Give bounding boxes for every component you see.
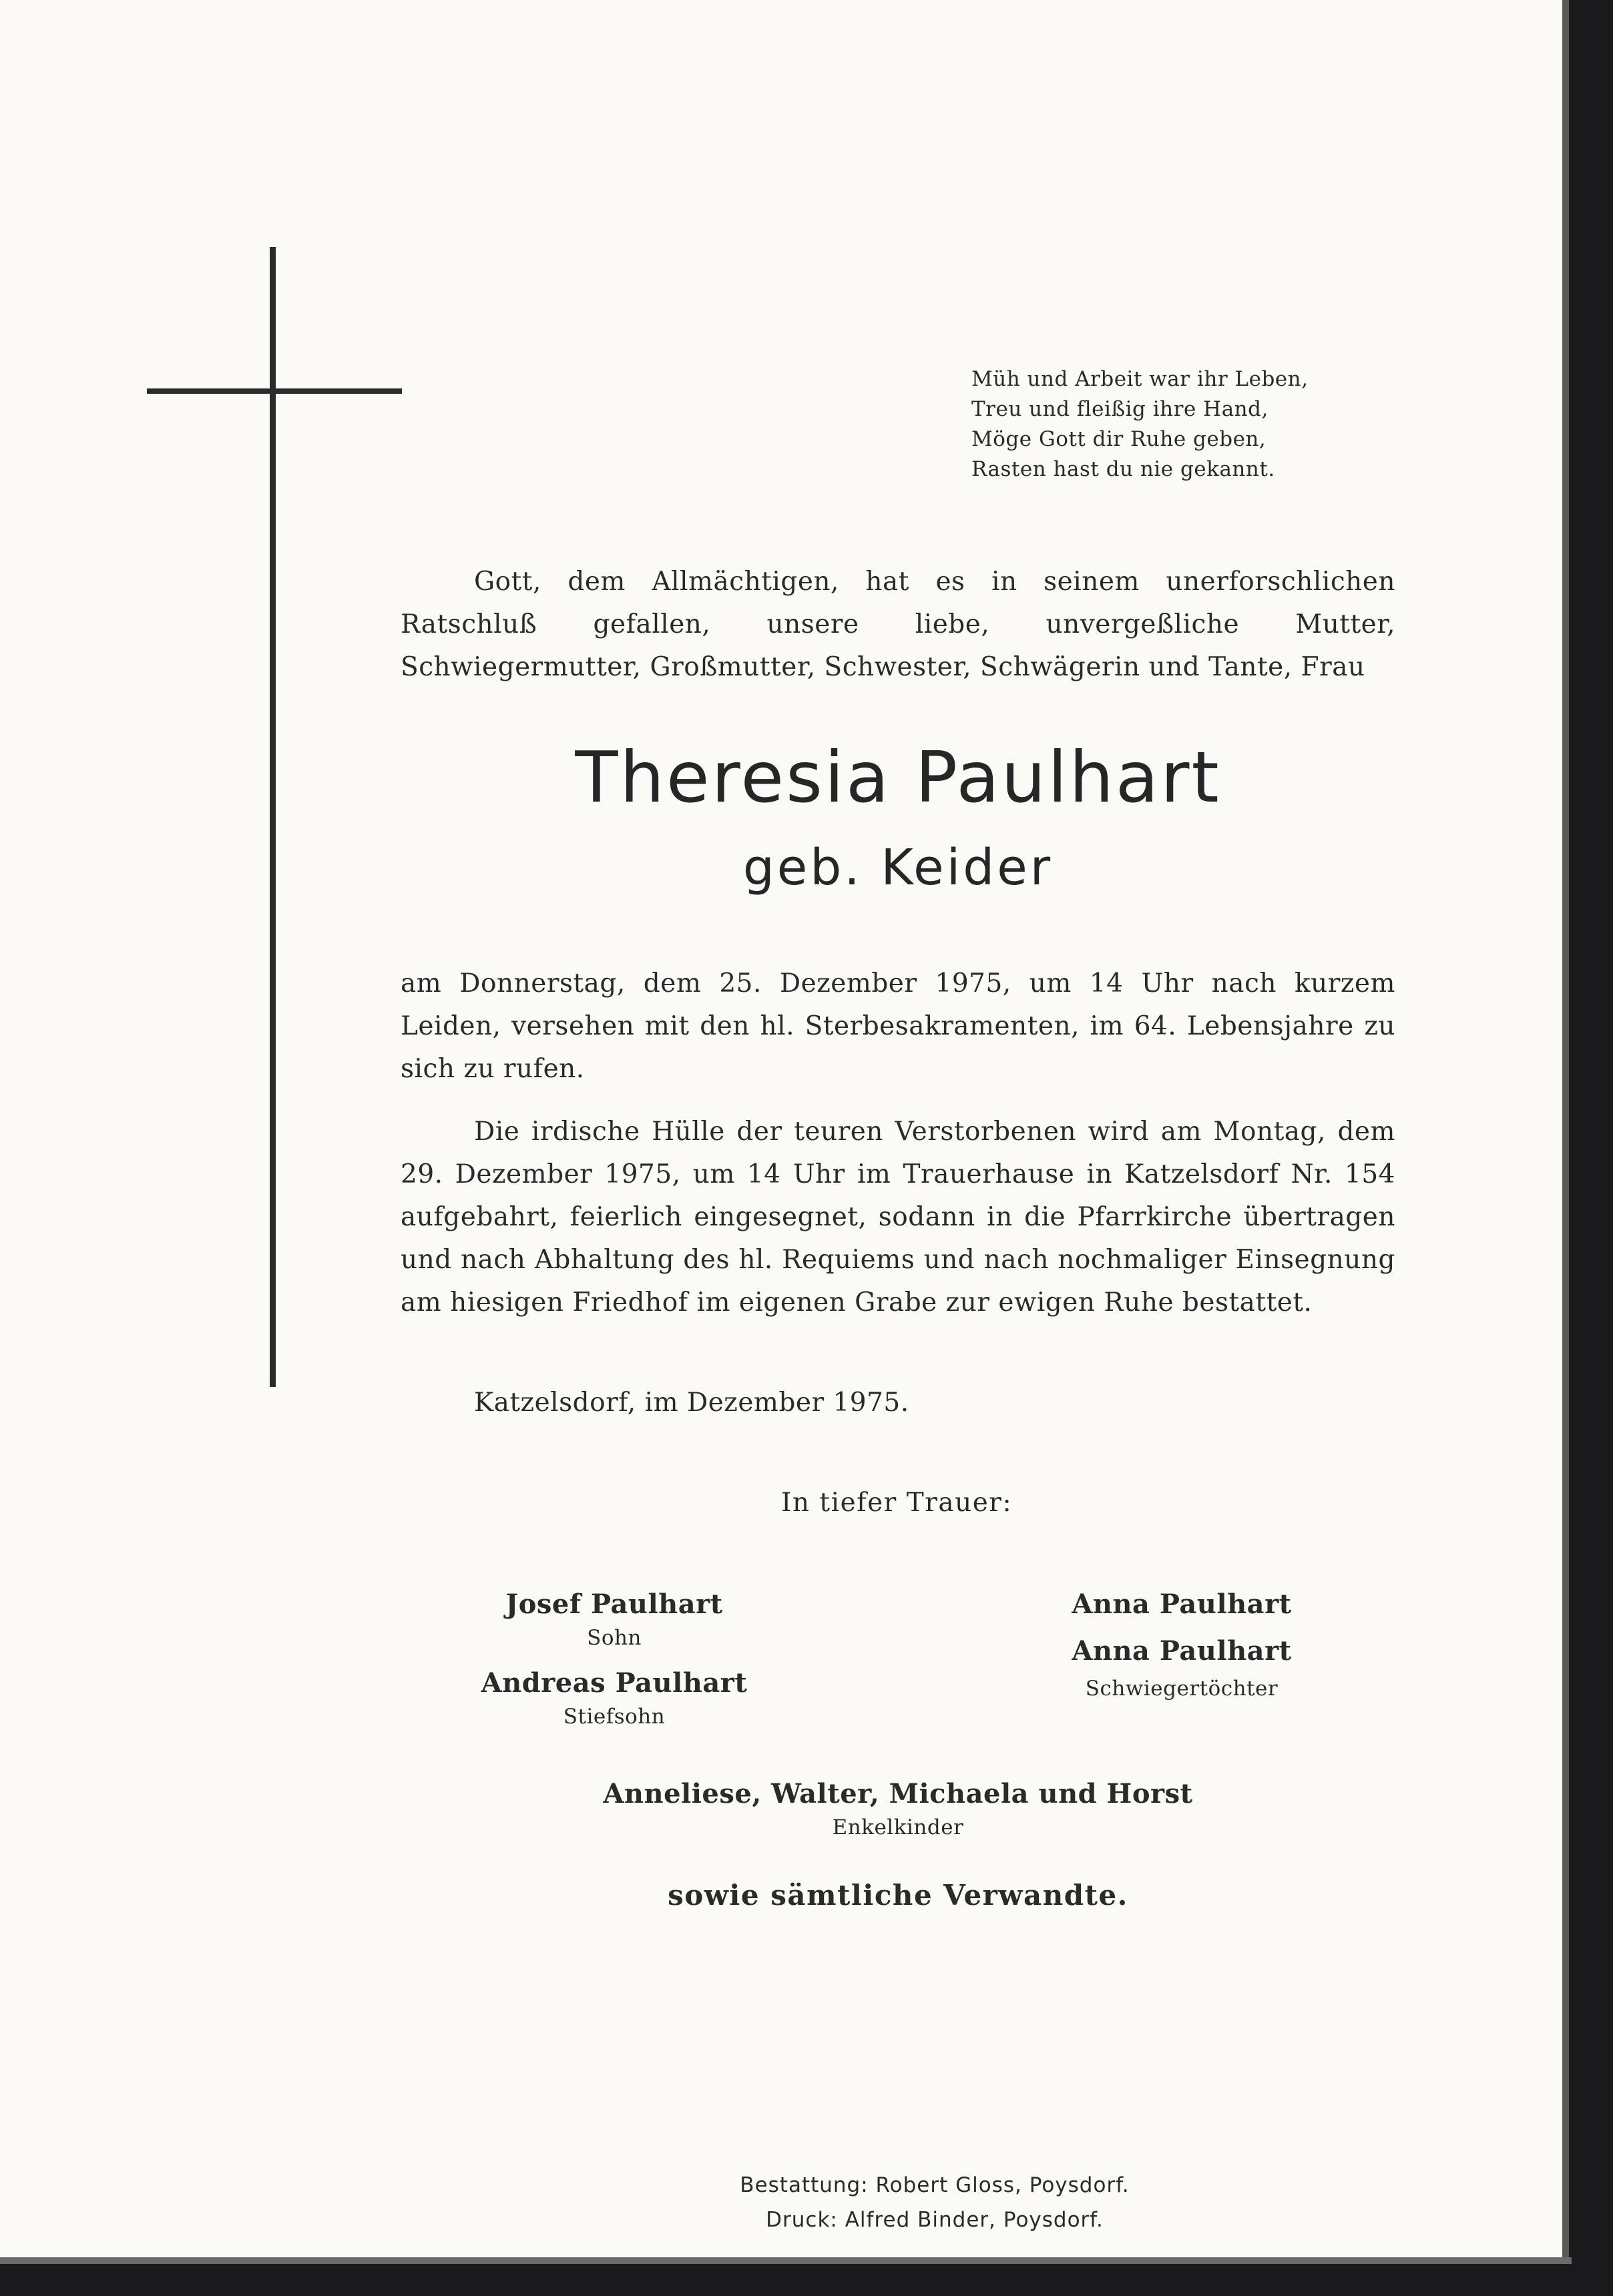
cross-vertical-bar <box>270 247 276 1387</box>
mourner-name: Anna Paulhart <box>1072 1635 1292 1667</box>
closing-line: sowie sämtliche Verwandte. <box>668 1879 1128 1912</box>
mourner-name: Andreas Paulhart <box>481 1667 748 1699</box>
mourner-relation: Enkelkinder <box>832 1815 964 1839</box>
printer-credit: Druck: Alfred Binder, Poysdorf. <box>766 2208 1104 2232</box>
motto-verse <box>971 364 1399 485</box>
motto-line: Möge Gott dir Ruhe geben, <box>971 427 1266 451</box>
mourning-border-right <box>1569 0 1613 2296</box>
mourner-name: Josef Paulhart <box>505 1589 723 1620</box>
mourner-grandchildren <box>534 1775 1262 1842</box>
deceased-name: Theresia Paulhart <box>575 737 1221 818</box>
mourner-relation: Sohn <box>587 1626 642 1650</box>
mourner-relation: Schwiegertöchter <box>1085 1677 1279 1701</box>
funeral-home-credit: Bestattung: Robert Gloss, Poysdorf. <box>740 2173 1130 2197</box>
intro-paragraph: Gott, dem Allmächtigen, hat es in seinem unerforschlichen Ratschluß gefallen, unsere liebe, unvergeßliche Mutter, Schwiegermutter, Großmutter, Schwester, Schwägerin und Tante, Frau <box>401 567 1395 682</box>
mourner-name: Anneliese, Walter, Michaela und Horst <box>603 1778 1193 1809</box>
mourning-border-bottom <box>0 2264 1613 2296</box>
cross-horizontal-bar <box>147 388 402 394</box>
deceased-birth-name: geb. Keider <box>742 839 1054 896</box>
mourner-son <box>481 1586 748 1653</box>
mourner-daughters-in-law <box>1048 1586 1315 1703</box>
place-date: Katzelsdorf, im Dezember 1975. <box>474 1388 909 1418</box>
mourner-relation: Stiefsohn <box>563 1705 666 1729</box>
motto-line: Müh und Arbeit war ihr Leben, <box>971 367 1309 391</box>
motto-line: Rasten hast du nie gekannt. <box>971 457 1275 481</box>
death-paragraph: am Donnerstag, dem 25. Dezember 1975, um 14 Uhr nach kurzem Leiden, versehen mit den hl. Sterbesakramenten, im 64. Lebensjahre zu sich zu rufen. <box>401 968 1395 1084</box>
mourner-name: Anna Paulhart <box>1072 1589 1292 1620</box>
footer-credits <box>601 2168 1269 2237</box>
mourning-heading: In tiefer Trauer: <box>781 1488 1013 1518</box>
mourner-stepson <box>481 1665 748 1731</box>
motto-line: Treu und fleißig ihre Hand, <box>971 397 1269 421</box>
funeral-paragraph: Die irdische Hülle der teuren Verstorbenen wird am Montag, dem 29. Dezember 1975, um 14 Uhr im Trauerhause in Katzelsdorf Nr. 154 aufgebahrt, feierlich eingesegnet, sodann in die Pfarrkirche übertragen und nach Abhaltung des hl. Requiems und nach nochmaliger Einsegnung am hiesigen Friedhof im eigenen Grabe zur ewigen Ruhe bestattet. <box>401 1117 1395 1318</box>
